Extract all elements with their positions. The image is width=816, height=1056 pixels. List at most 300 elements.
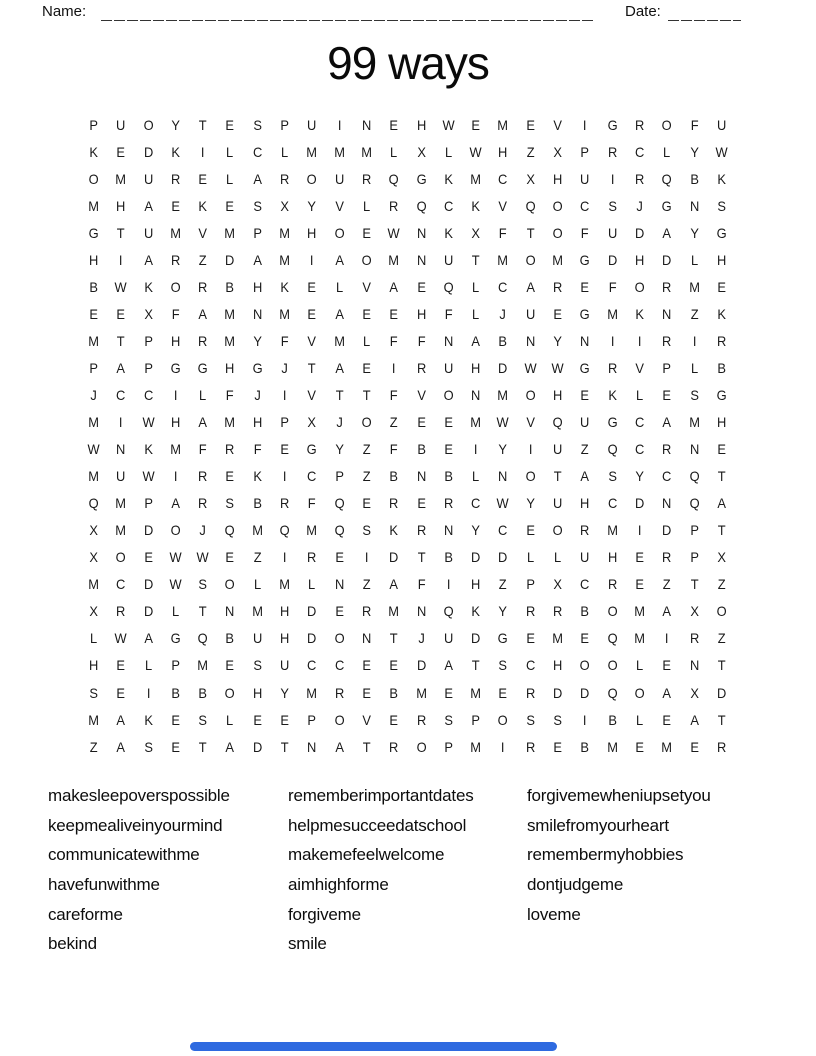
grid-cell: R bbox=[525, 684, 536, 701]
grid-cell: O bbox=[661, 116, 672, 133]
grid-cell: U bbox=[607, 224, 617, 241]
grid-cell: H bbox=[634, 251, 645, 268]
grid-cell: R bbox=[662, 332, 672, 349]
grid-cell: A bbox=[171, 495, 180, 512]
grid-cell: N bbox=[525, 332, 536, 349]
word-list-item: communicatewithme bbox=[48, 845, 200, 865]
grid-cell: Y bbox=[498, 603, 508, 620]
grid-cell: K bbox=[444, 224, 453, 241]
grid-cell: E bbox=[362, 224, 371, 241]
grid-cell: Z bbox=[253, 549, 262, 566]
grid-cell: T bbox=[717, 522, 726, 539]
grid-cell: K bbox=[143, 278, 153, 295]
grid-cell: J bbox=[281, 359, 288, 376]
grid-cell: H bbox=[471, 359, 481, 376]
grid-cell: B bbox=[580, 738, 590, 755]
grid-cell: P bbox=[689, 522, 699, 539]
grid-cell: M bbox=[470, 684, 482, 701]
grid-cell: I bbox=[665, 630, 669, 647]
name-label: Name: bbox=[42, 3, 87, 20]
grid-cell: E bbox=[526, 116, 535, 133]
grid-cell: B bbox=[416, 441, 426, 458]
grid-cell: C bbox=[662, 468, 672, 485]
grid-cell: Z bbox=[362, 468, 371, 485]
grid-cell: L bbox=[253, 576, 262, 593]
grid-cell: Z bbox=[690, 305, 699, 322]
grid-cell: Q bbox=[689, 468, 700, 485]
grid-cell: E bbox=[416, 414, 426, 431]
page-title: 99 ways bbox=[327, 37, 489, 89]
date-label: Date: bbox=[625, 3, 661, 20]
grid-cell: D bbox=[252, 738, 263, 755]
grid-cell: Q bbox=[334, 495, 345, 512]
grid-cell: H bbox=[553, 170, 563, 187]
grid-cell: I bbox=[528, 441, 533, 458]
grid-cell: E bbox=[143, 549, 153, 566]
grid-cell: R bbox=[280, 170, 290, 187]
grid-cell: T bbox=[471, 657, 480, 674]
grid-cell: M bbox=[224, 414, 236, 431]
grid-cell: O bbox=[170, 522, 181, 539]
grid-cell: T bbox=[116, 224, 125, 241]
grid-cell: E bbox=[280, 441, 290, 458]
grid-cell: I bbox=[282, 549, 287, 566]
grid-cell: C bbox=[580, 197, 590, 214]
grid-cell: M bbox=[552, 251, 564, 268]
grid-cell: L bbox=[472, 305, 480, 322]
grid-cell: O bbox=[525, 251, 536, 268]
grid-cell: W bbox=[715, 143, 728, 160]
grid-cell: B bbox=[389, 468, 399, 485]
grid-cell: E bbox=[498, 684, 508, 701]
grid-cell: V bbox=[553, 116, 562, 133]
grid-cell: M bbox=[197, 657, 209, 674]
grid-cell: P bbox=[280, 414, 290, 431]
grid-cell: D bbox=[553, 684, 563, 701]
grid-cell: T bbox=[717, 468, 726, 485]
grid-cell: H bbox=[252, 414, 263, 431]
grid-cell: E bbox=[116, 143, 126, 160]
grid-cell: X bbox=[416, 143, 426, 160]
grid-cell: E bbox=[225, 116, 235, 133]
grid-cell: E bbox=[389, 305, 399, 322]
grid-cell: N bbox=[689, 657, 699, 674]
grid-cell: T bbox=[116, 332, 125, 349]
grid-cell: M bbox=[661, 738, 673, 755]
word-list bbox=[48, 781, 788, 959]
grid-cell: G bbox=[579, 359, 591, 376]
grid-cell: N bbox=[334, 576, 344, 593]
grid-cell: M bbox=[224, 332, 236, 349]
grid-cell: A bbox=[225, 738, 235, 755]
grid-cell: E bbox=[389, 711, 399, 728]
grid-cell: T bbox=[553, 468, 562, 485]
grid-cell: Z bbox=[717, 630, 726, 647]
grid-cell: E bbox=[717, 441, 726, 458]
grid-cell: Y bbox=[335, 441, 344, 458]
grid-cell: S bbox=[526, 711, 535, 728]
grid-cell: M bbox=[88, 576, 100, 593]
grid-cell: R bbox=[170, 251, 181, 268]
word-list-column bbox=[48, 781, 288, 959]
grid-cell: E bbox=[198, 170, 208, 187]
grid-cell: I bbox=[119, 251, 123, 268]
grid-cell: O bbox=[143, 116, 154, 133]
grid-cell: E bbox=[444, 684, 453, 701]
grid-cell: Q bbox=[607, 684, 618, 701]
grid-cell: Q bbox=[416, 197, 427, 214]
grid-cell: G bbox=[252, 359, 263, 376]
grid-cell: V bbox=[307, 332, 317, 349]
word-list-item: remembermyhobbies bbox=[527, 845, 684, 865]
grid-cell: B bbox=[253, 495, 262, 512]
grid-cell: E bbox=[689, 738, 699, 755]
grid-cell: C bbox=[252, 143, 263, 160]
word-list-item: dontjudgeme bbox=[527, 875, 624, 895]
grid-cell: P bbox=[89, 359, 98, 376]
grid-cell: O bbox=[225, 576, 236, 593]
grid-cell: W bbox=[497, 414, 510, 431]
grid-cell: M bbox=[115, 170, 127, 187]
grid-cell: E bbox=[635, 549, 644, 566]
grid-cell: E bbox=[389, 116, 399, 133]
grid-cell: O bbox=[525, 468, 536, 485]
grid-cell: M bbox=[252, 522, 263, 539]
grid-cell: E bbox=[116, 657, 126, 674]
grid-cell: M bbox=[606, 738, 618, 755]
grid-cell: G bbox=[716, 224, 727, 241]
grid-cell: R bbox=[607, 359, 617, 376]
word-list-item: keepmealiveinyourmind bbox=[48, 815, 223, 835]
grid-cell: E bbox=[416, 495, 426, 512]
grid-cell: R bbox=[416, 522, 426, 539]
grid-cell: M bbox=[306, 684, 318, 701]
grid-cell: S bbox=[198, 576, 208, 593]
grid-cell: P bbox=[526, 576, 535, 593]
grid-cell: N bbox=[662, 305, 672, 322]
grid-cell: G bbox=[716, 386, 727, 403]
grid-cell: Q bbox=[607, 630, 618, 647]
grid-cell: H bbox=[307, 224, 317, 241]
grid-cell: L bbox=[690, 359, 698, 376]
grid-cell: U bbox=[280, 657, 290, 674]
grid-cell: E bbox=[553, 305, 562, 322]
grid-cell: Q bbox=[443, 603, 454, 620]
grid-cell: P bbox=[335, 468, 344, 485]
grid-cell: O bbox=[225, 684, 236, 701]
grid-cell: Y bbox=[689, 224, 699, 241]
grid-cell: M bbox=[88, 414, 100, 431]
grid-cell: R bbox=[361, 603, 372, 620]
grid-cell: U bbox=[580, 414, 590, 431]
grid-cell: F bbox=[389, 332, 398, 349]
grid-cell: G bbox=[579, 305, 591, 322]
grid-cell: N bbox=[225, 603, 235, 620]
grid-cell: D bbox=[498, 549, 508, 566]
grid-cell: D bbox=[716, 684, 727, 701]
grid-cell: M bbox=[361, 143, 372, 160]
grid-cell: O bbox=[307, 170, 318, 187]
grid-cell: E bbox=[471, 116, 481, 133]
grid-cell: R bbox=[553, 603, 563, 620]
grid-cell: T bbox=[526, 224, 535, 241]
grid-cell: C bbox=[471, 495, 481, 512]
grid-cell: Z bbox=[389, 414, 398, 431]
grid-cell: J bbox=[636, 197, 643, 214]
grid-cell: G bbox=[607, 414, 618, 431]
grid-cell: W bbox=[469, 143, 482, 160]
grid-cell: N bbox=[689, 197, 699, 214]
grid-cell: T bbox=[362, 386, 371, 403]
grid-cell: Q bbox=[334, 522, 345, 539]
word-list-column bbox=[527, 781, 788, 959]
grid-cell: N bbox=[471, 386, 481, 403]
grid-cell: L bbox=[199, 386, 207, 403]
grid-cell: F bbox=[198, 441, 207, 458]
grid-cell: R bbox=[198, 278, 208, 295]
grid-cell: M bbox=[279, 251, 291, 268]
grid-cell: V bbox=[416, 386, 426, 403]
grid-cell: X bbox=[526, 170, 535, 187]
grid-cell: O bbox=[334, 224, 345, 241]
grid-cell: L bbox=[226, 711, 234, 728]
grid-cell: E bbox=[225, 549, 235, 566]
grid-cell: V bbox=[362, 278, 371, 295]
grid-cell: D bbox=[662, 251, 672, 268]
grid-cell: L bbox=[390, 143, 398, 160]
grid-cell: R bbox=[334, 684, 344, 701]
grid-cell: O bbox=[361, 251, 372, 268]
grid-cell: R bbox=[170, 170, 181, 187]
grid-cell: F bbox=[581, 224, 589, 241]
grid-cell: E bbox=[225, 657, 235, 674]
grid-cell: Q bbox=[525, 197, 536, 214]
grid-cell: O bbox=[443, 386, 454, 403]
grid-cell: L bbox=[635, 657, 644, 674]
grid-cell: M bbox=[634, 630, 645, 647]
grid-cell: M bbox=[497, 116, 509, 133]
grid-cell: G bbox=[607, 116, 618, 133]
grid-cell: E bbox=[580, 278, 590, 295]
grid-cell: D bbox=[307, 630, 317, 647]
grid-cell: A bbox=[662, 414, 672, 431]
grid-cell: X bbox=[553, 143, 562, 160]
grid-cell: L bbox=[554, 549, 562, 566]
grid-cell: E bbox=[416, 278, 426, 295]
grid-cell: M bbox=[333, 143, 345, 160]
grid-cell: N bbox=[662, 495, 672, 512]
grid-cell: M bbox=[634, 603, 645, 620]
grid-cell: E bbox=[362, 305, 371, 322]
grid-cell: B bbox=[580, 603, 590, 620]
grid-cell: N bbox=[443, 332, 454, 349]
grid-cell: M bbox=[88, 468, 100, 485]
grid-cell: K bbox=[389, 522, 399, 539]
grid-cell: Y bbox=[689, 143, 699, 160]
grid-cell: E bbox=[362, 684, 371, 701]
grid-cell: D bbox=[389, 549, 399, 566]
word-list-item: forgiveme bbox=[288, 904, 361, 924]
grid-cell: M bbox=[88, 197, 100, 214]
grid-cell: W bbox=[551, 359, 564, 376]
grid-cell: H bbox=[252, 684, 263, 701]
grid-cell: P bbox=[307, 711, 317, 728]
grid-cell: A bbox=[143, 251, 153, 268]
grid-cell: D bbox=[662, 522, 672, 539]
grid-cell: R bbox=[662, 441, 672, 458]
grid-cell: C bbox=[498, 522, 508, 539]
grid-cell: S bbox=[498, 657, 508, 674]
grid-cell: G bbox=[88, 224, 99, 241]
grid-cell: H bbox=[553, 657, 563, 674]
grid-cell: K bbox=[635, 305, 644, 322]
grid-cell: I bbox=[692, 332, 696, 349]
grid-cell: C bbox=[498, 278, 508, 295]
grid-cell: L bbox=[363, 197, 371, 214]
grid-cell: H bbox=[170, 414, 181, 431]
grid-cell: Z bbox=[526, 143, 535, 160]
grid-cell: O bbox=[334, 630, 345, 647]
grid-cell: Y bbox=[253, 332, 262, 349]
grid-cell: J bbox=[417, 630, 425, 647]
grid-cell: A bbox=[335, 359, 344, 376]
word-list-item: smilefromyourheart bbox=[527, 815, 669, 835]
grid-cell: A bbox=[471, 332, 481, 349]
grid-cell: S bbox=[362, 522, 371, 539]
grid-cell: T bbox=[335, 386, 344, 403]
grid-cell: K bbox=[471, 197, 481, 214]
grid-cell: I bbox=[610, 332, 615, 349]
grid-cell: L bbox=[690, 251, 698, 268]
grid-cell: O bbox=[416, 738, 427, 755]
grid-cell: T bbox=[717, 711, 726, 728]
grid-cell: M bbox=[470, 414, 482, 431]
grid-cell: S bbox=[253, 197, 262, 214]
grid-cell: J bbox=[254, 386, 261, 403]
grid-cell: Y bbox=[635, 468, 644, 485]
grid-cell: K bbox=[143, 711, 153, 728]
grid-cell: M bbox=[470, 170, 482, 187]
grid-cell: E bbox=[580, 386, 590, 403]
grid-cell: G bbox=[661, 197, 672, 214]
grid-cell: E bbox=[635, 738, 644, 755]
grid-cell: B bbox=[717, 359, 726, 376]
grid-cell: X bbox=[89, 549, 98, 566]
grid-cell: L bbox=[90, 630, 98, 647]
grid-cell: D bbox=[634, 224, 645, 241]
word-list-item: smile bbox=[288, 934, 327, 954]
grid-cell: M bbox=[306, 143, 318, 160]
grid-cell: A bbox=[198, 414, 208, 431]
grid-cell: E bbox=[225, 197, 235, 214]
grid-cell: E bbox=[362, 495, 371, 512]
grid-cell: R bbox=[716, 738, 727, 755]
grid-cell: P bbox=[89, 116, 98, 133]
grid-cell: L bbox=[444, 143, 453, 160]
grid-cell: R bbox=[389, 197, 399, 214]
grid-cell: T bbox=[417, 549, 426, 566]
grid-cell: F bbox=[280, 332, 289, 349]
grid-cell: H bbox=[416, 116, 426, 133]
grid-cell: R bbox=[416, 711, 426, 728]
grid-cell: E bbox=[662, 711, 672, 728]
grid-cell: S bbox=[689, 386, 699, 403]
grid-cell: I bbox=[337, 116, 342, 133]
grid-cell: A bbox=[389, 278, 399, 295]
grid-cell: P bbox=[280, 116, 290, 133]
grid-cell: M bbox=[88, 711, 100, 728]
grid-cell: A bbox=[116, 359, 126, 376]
grid-cell: I bbox=[446, 576, 451, 593]
grid-cell: L bbox=[171, 603, 180, 620]
word-list-item: makemefeelwelcome bbox=[288, 845, 445, 865]
grid-cell: B bbox=[225, 630, 235, 647]
grid-cell: D bbox=[471, 549, 481, 566]
grid-cell: T bbox=[389, 630, 398, 647]
grid-cell: L bbox=[635, 386, 644, 403]
grid-cell: S bbox=[607, 468, 617, 485]
grid-cell: O bbox=[716, 603, 727, 620]
grid-cell: M bbox=[606, 305, 618, 322]
grid-cell: W bbox=[142, 414, 155, 431]
grid-cell: M bbox=[115, 495, 127, 512]
grid-cell: F bbox=[499, 224, 508, 241]
grid-cell: M bbox=[552, 630, 564, 647]
grid-cell: L bbox=[363, 332, 371, 349]
grid-cell: E bbox=[116, 684, 126, 701]
grid-cell: B bbox=[389, 684, 399, 701]
grid-cell: P bbox=[143, 332, 153, 349]
grid-cell: R bbox=[580, 522, 590, 539]
grid-cell: B bbox=[689, 170, 699, 187]
grid-cell: A bbox=[116, 738, 126, 755]
grid-cell: O bbox=[607, 657, 618, 674]
grid-cell: N bbox=[307, 738, 317, 755]
grid-cell: Q bbox=[197, 630, 208, 647]
grid-cell: U bbox=[580, 549, 590, 566]
grid-cell: I bbox=[310, 251, 314, 268]
grid-cell: I bbox=[583, 711, 587, 728]
grid-cell: R bbox=[716, 332, 727, 349]
grid-cell: P bbox=[143, 359, 153, 376]
word-list-item: makesleepoverspossible bbox=[48, 786, 230, 805]
grid-cell: C bbox=[634, 143, 645, 160]
grid-cell: B bbox=[171, 684, 180, 701]
grid-cell: B bbox=[198, 684, 208, 701]
grid-cell: D bbox=[143, 576, 153, 593]
grid-cell: L bbox=[472, 468, 480, 485]
grid-cell: I bbox=[146, 684, 151, 701]
grid-cell: H bbox=[170, 332, 181, 349]
grid-cell: E bbox=[307, 305, 317, 322]
grid-cell: Q bbox=[388, 170, 399, 187]
grid-cell: Z bbox=[198, 251, 207, 268]
grid-cell: D bbox=[471, 630, 481, 647]
grid-cell: C bbox=[307, 468, 317, 485]
grid-cell: M bbox=[306, 522, 318, 539]
grid-cell: O bbox=[552, 522, 563, 539]
grid-cell: K bbox=[253, 468, 262, 485]
grid-cell: T bbox=[471, 251, 480, 268]
grid-cell: A bbox=[335, 305, 344, 322]
grid-cell: S bbox=[225, 495, 235, 512]
grid-cell: M bbox=[333, 332, 345, 349]
grid-cell: K bbox=[280, 278, 290, 295]
grid-cell: S bbox=[717, 197, 726, 214]
grid-cell: A bbox=[717, 495, 726, 512]
grid-cell: L bbox=[472, 278, 480, 295]
grid-cell: Z bbox=[499, 576, 508, 593]
